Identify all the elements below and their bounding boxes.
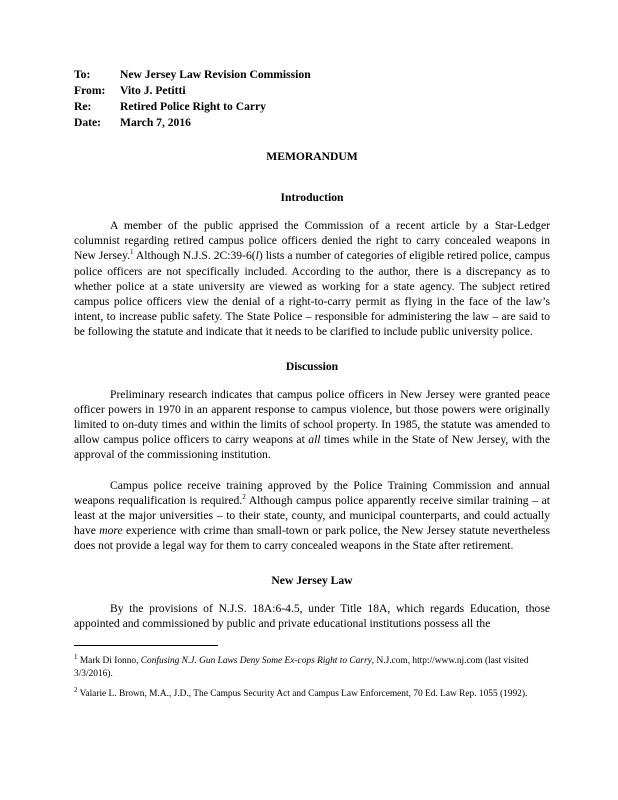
footnote-1-title: Confusing N.J. Gun Laws Deny Some Ex-cops Right to Carry	[140, 656, 372, 666]
header-to-row	[74, 67, 550, 83]
memo-page	[74, 67, 550, 631]
header-from-row	[74, 83, 550, 99]
memo-title: MEMORANDUM	[266, 150, 358, 163]
from-label: From:	[74, 84, 106, 97]
disc1-text-a: Preliminary research indicates that campus police officers in New Jersey were granted peace officer powers in 1970 in an apparent response to campus violence, but those powers were originally limited to on-duty times and within the limits of school property. In 1985, the statute was amended to allow campus police officers to carry weapons at	[74, 387, 550, 447]
to-value: New Jersey Law Revision Commission	[120, 68, 311, 81]
intro-text-d: ) lists a number of categories of eligible retired police, campus police officers are not specifically included. According to the author, there is a discrepancy as to whether police at a state university are viewed as working for a state agency. The subject retired campus police officers view the denial of a right-to-carry permit as flying in the face of the law’s intent, to increase public safety. The State Police – responsible for administering the law – are said to be following the statute and indicate that it needs to be clarified to include public university police.	[74, 249, 550, 339]
introduction-heading: Introduction	[280, 191, 344, 204]
disc2-text-d: experience with crime than small-town or park police, the New Jersey statute nevertheless does not provide a legal way for them to carry concealed weapons in the State after retirement.	[74, 524, 550, 553]
date-value: March 7, 2016	[120, 116, 191, 129]
discussion-paragraph-1	[74, 387, 550, 463]
discussion-paragraph-2	[74, 478, 550, 554]
footnote-1-number: 1	[74, 652, 78, 661]
from-value: Vito J. Petitti	[120, 84, 186, 97]
footnote-1-text-a: Mark Di Ionno,	[77, 656, 141, 666]
footnote-divider	[74, 645, 218, 646]
intro-text-b: Although N.J.S. 2C:39-6(	[133, 249, 256, 263]
footnotes	[74, 652, 550, 709]
disc1-text-c: times while in the State of New Jersey, with the approval of the commissioning institution.	[74, 433, 550, 462]
disc2-text-b: Although campus police apparently receive similar training – at least at the major universities – to their state, county, and municipal counterparts, and could actually have	[74, 493, 550, 538]
intro-text-italic: l	[255, 249, 259, 263]
footnote-2-text: Valarie L. Brown, M.A., J.D., The Campus Security Act and Campus Law Enforcement, 70 Ed. Law Rep. 1055 (1992).	[77, 689, 528, 699]
introduction-paragraph	[74, 218, 550, 340]
nj-law-paragraph: By the provisions of N.J.S. 18A:6-4.5, under Title 18A, which regards Education, those appointed and commissioned by public and private educational institutions possess all the	[74, 601, 550, 630]
date-label: Date:	[74, 116, 102, 129]
intro-text-a: A member of the public apprised the Commission of a recent article by a Star-Ledger columnist regarding retired campus police officers denied the right to carry concealed weapons in New Jersey.	[74, 219, 550, 263]
disc1-text-italic: all	[308, 433, 321, 447]
discussion-heading: Discussion	[285, 359, 339, 373]
footnote-ref-1: 1	[130, 248, 134, 257]
header-date-row	[74, 115, 550, 131]
re-label: Re:	[74, 100, 92, 113]
to-label: To:	[74, 68, 91, 81]
disc2-text-a: Campus police receive training approved by the Police Training Commission and annual weapons requalification is required.	[74, 478, 550, 507]
footnote-ref-2: 2	[242, 492, 246, 501]
disc2-text-italic: more	[99, 524, 123, 538]
footnote-2-number: 2	[74, 685, 78, 694]
nj-law-heading: New Jersey Law	[271, 573, 353, 587]
re-value: Retired Police Right to Carry	[120, 100, 266, 113]
footnote-2	[74, 685, 550, 701]
header-re-row	[74, 99, 550, 115]
footnote-1-text-c: , N.J.com, http://www.nj.com (last visited 3/3/2016).	[74, 656, 529, 679]
memo-header	[74, 67, 550, 131]
footnote-1	[74, 652, 550, 680]
